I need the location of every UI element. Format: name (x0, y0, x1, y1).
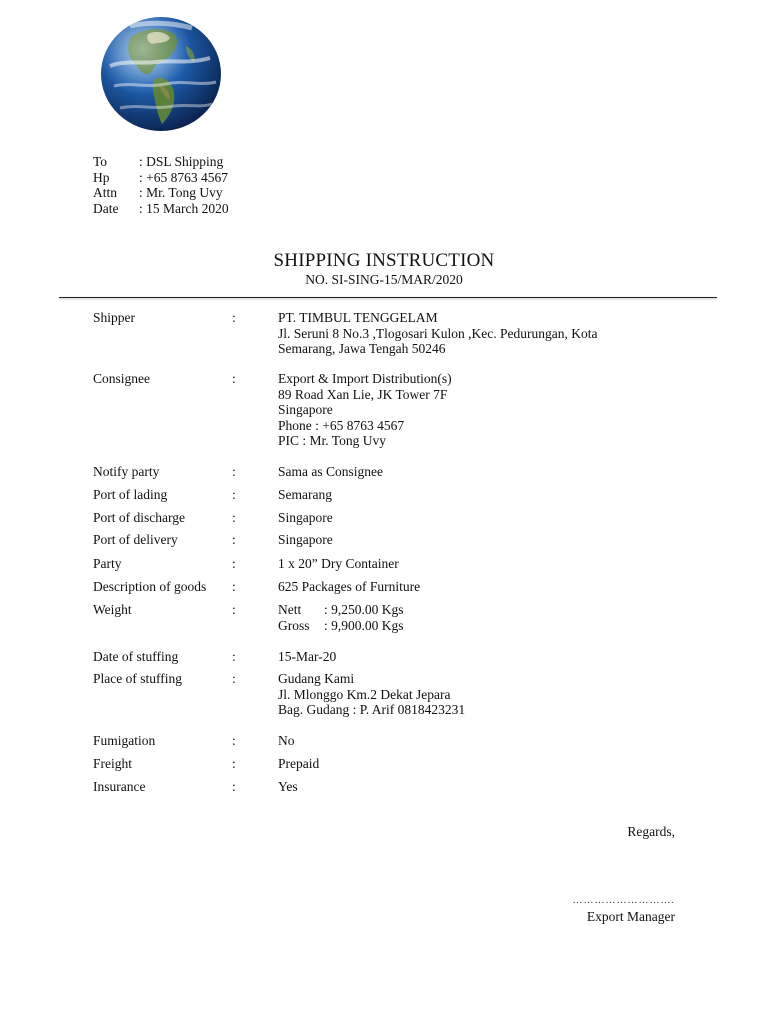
place-of-stuffing-line-3: Bag. Gudang : P. Arif 0818423231 (278, 702, 466, 717)
consignee-line-1: Export & Import Distribution(s) (278, 371, 452, 386)
notify-party-colon: : (232, 464, 236, 479)
hp-label: Hp (93, 169, 110, 185)
signature-line: ………………………. (572, 895, 675, 906)
date-of-stuffing-value: 15-Mar-20 (278, 649, 337, 664)
freight-label: Freight (93, 756, 132, 771)
description-of-goods-value: 625 Packages of Furniture (278, 579, 421, 594)
weight-colon: : (232, 602, 236, 617)
consignee-line-5: PIC : Mr. Tong Uvy (278, 433, 386, 448)
party-colon: : (232, 556, 236, 571)
port-of-lading-label: Port of lading (93, 487, 168, 502)
date-row (93, 201, 229, 217)
insurance-value: Yes (278, 779, 298, 794)
document-title: SHIPPING INSTRUCTION (273, 250, 495, 271)
port-of-lading-value: Semarang (278, 487, 332, 502)
port-of-delivery-colon: : (232, 532, 236, 547)
to-label: To (93, 154, 108, 169)
consignee-label: Consignee (93, 371, 150, 386)
fumigation-colon: : (232, 733, 236, 748)
weight-label: Weight (93, 602, 132, 617)
place-of-stuffing-label: Place of stuffing (93, 671, 182, 686)
gross-label: Gross (278, 617, 310, 633)
nett-value: : 9,250.00 Kgs (324, 602, 404, 617)
hp-value: : +65 8763 4567 (139, 169, 228, 185)
insurance-colon: : (232, 779, 236, 794)
address-block (93, 154, 229, 216)
shipper-value (278, 310, 597, 357)
place-of-stuffing-line-1: Gudang Kami (278, 671, 355, 686)
freight-value: Prepaid (278, 756, 320, 771)
nett-label: Nett (278, 602, 302, 617)
fumigation-value: No (278, 733, 295, 748)
globe-logo (100, 16, 222, 132)
date-of-stuffing-label: Date of stuffing (93, 649, 179, 664)
freight-colon: : (232, 756, 236, 771)
attn-value: : Mr. Tong Uvy (139, 185, 223, 200)
gross-row (278, 618, 404, 634)
port-of-lading-colon: : (232, 487, 236, 502)
consignee-line-2: 89 Road Xan Lie, JK Tower 7F (278, 386, 448, 402)
notify-party-label: Notify party (93, 464, 160, 479)
attn-label: Attn (93, 185, 118, 200)
port-of-delivery-value: Singapore (278, 532, 333, 547)
insurance-label: Insurance (93, 779, 146, 794)
consignee-colon: : (232, 371, 236, 386)
consignee-line-4: Phone : +65 8763 4567 (278, 417, 405, 433)
description-of-goods-colon: : (232, 579, 236, 594)
consignee-value (278, 371, 452, 449)
date-label: Date (93, 200, 119, 216)
party-value: 1 x 20” Dry Container (278, 556, 399, 571)
hp-row (93, 170, 229, 186)
shipper-colon: : (232, 310, 236, 325)
port-of-delivery-label: Port of delivery (93, 532, 178, 547)
document-number: NO. SI-SING-15/MAR/2020 (305, 272, 463, 287)
port-of-discharge-label: Port of discharge (93, 510, 185, 525)
port-of-discharge-value: Singapore (278, 510, 333, 525)
weight-value (278, 602, 404, 633)
party-label: Party (93, 556, 122, 571)
port-of-discharge-colon: : (232, 510, 236, 525)
description-of-goods-label: Description of goods (93, 579, 207, 594)
to-value: : DSL Shipping (139, 154, 224, 169)
nett-row (278, 602, 404, 618)
date-value: : 15 March 2020 (139, 200, 229, 216)
shipper-line-1: PT. TIMBUL TENGGELAM (278, 310, 438, 325)
to-row (93, 154, 229, 170)
title-divider (59, 297, 717, 298)
globe-icon (100, 16, 222, 132)
fumigation-label: Fumigation (93, 733, 156, 748)
shipper-label: Shipper (93, 310, 135, 325)
place-of-stuffing-colon: : (232, 671, 236, 686)
attn-row (93, 185, 229, 201)
regards-text: Regards, (627, 824, 675, 839)
consignee-line-3: Singapore (278, 402, 333, 417)
place-of-stuffing-value (278, 671, 465, 718)
notify-party-value: Sama as Consignee (278, 464, 383, 479)
signer-title: Export Manager (586, 909, 675, 924)
shipper-line-3: Semarang, Jawa Tengah 50246 (278, 341, 446, 356)
shipper-line-2: Jl. Seruni 8 No.3 ,Tlogosari Kulon ,Kec. Pedurungan, Kota (278, 325, 598, 341)
place-of-stuffing-line-2: Jl. Mlonggo Km.2 Dekat Jepara (278, 686, 451, 702)
date-of-stuffing-colon: : (232, 649, 236, 664)
gross-value: : 9,900.00 Kgs (324, 617, 404, 633)
